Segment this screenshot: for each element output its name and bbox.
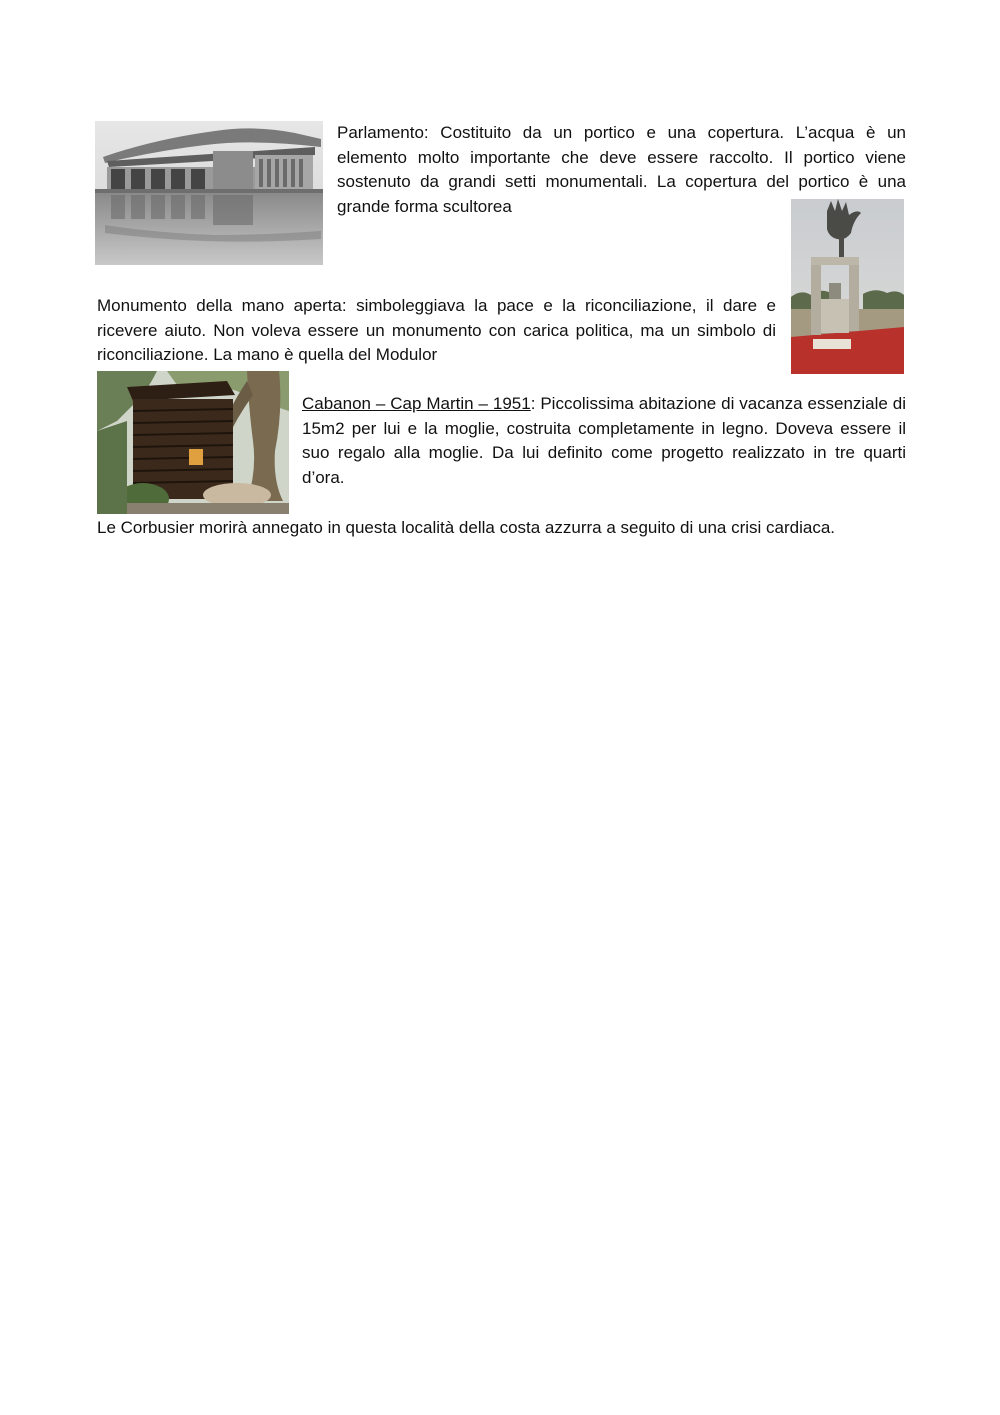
closing-paragraph: Le Corbusier morirà annegato in questa località della costa azzurra a seguito di una crisi cardiaca. [97,518,836,537]
open-hand-monument-photo [791,199,904,374]
cabanon-title: Cabanon – Cap Martin – 1951 [302,394,531,413]
parlamento-paragraph: Parlamento: Costituito da un portico e una copertura. L’acqua è un elemento molto importante che deve essere raccolto. Il portico viene sostenuto da grandi setti monumentali. La copertura del portico è una grande forma scultorea [337,123,906,216]
mano-aperta-paragraph: Monumento della mano aperta: simboleggiava la pace e la riconciliazione, il dare e ricevere aiuto. Non voleva essere un monumento con carica politica, ma un simbolo di riconciliazione. La mano è quella del Modulor [97,296,776,364]
cabanon-text: : Piccolissima abitazione di vacanza essenziale di 15m2 per lui e la moglie, costruita completamente in legno. Doveva essere il suo regalo alla moglie. Da lui definito come progetto realizzato in tre quarti d’ora. [302,394,907,487]
parliament-photo [95,121,323,265]
cabanon-paragraph [302,392,906,490]
cabanon-photo [97,371,289,514]
